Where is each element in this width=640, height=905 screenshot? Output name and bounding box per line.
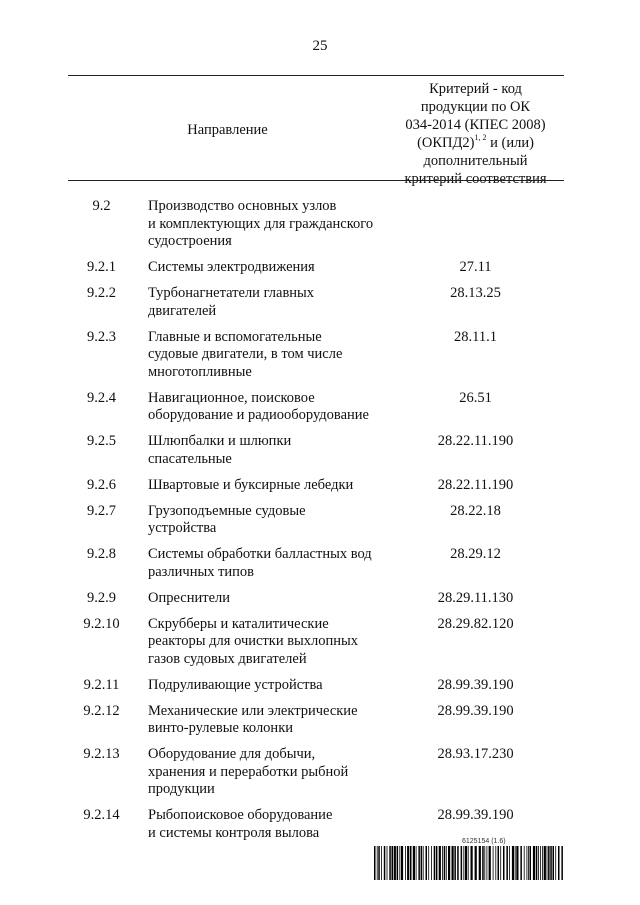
row-number: 9.2 [92,198,111,214]
row-number: 9.2.14 [83,807,120,823]
barcode-bar [428,846,429,880]
barcode-bar [484,846,485,880]
barcode-bar [423,846,424,880]
row-number: 9.2.5 [87,433,116,449]
barcode-bar [489,846,491,880]
row-direction-line: оборудование и радиооборудование [148,407,369,423]
barcode-bar [548,846,550,880]
row-direction-line: хранения и переработки рыбной [148,763,349,780]
row-direction-line: различных типов [148,563,255,580]
barcode-bar [524,846,525,880]
row-direction-line: Грузоподъемные судовые [148,502,306,519]
barcode-bar [512,846,514,880]
header-criterion-line [387,134,564,152]
row-direction-line: многотопливные [148,363,252,380]
row-direction-line: реакторы для очистки выхлопных [148,633,359,649]
barcode-bar [434,846,436,880]
barcode-bar [468,846,469,880]
header-criterion-line: продукции по ОК [420,99,531,115]
row-direction-line: Навигационное, поисковое [148,389,315,406]
barcode-bar [520,846,522,880]
row-direction [148,807,390,842]
row-code: 28.99.39.190 [437,676,514,693]
barcode-bar [426,846,428,880]
row-direction-line: винто-рулевые колонки [148,720,293,736]
row-number: 9.2.10 [83,615,120,632]
row-direction [148,433,390,468]
barcode-bar [544,846,546,880]
barcode-bar [503,846,505,880]
row-direction-line: устройства [148,520,217,536]
and-or-text: и (или) [486,135,534,151]
row-code: 28.22.11.190 [437,433,514,449]
barcode-bar [387,846,388,880]
barcode-bar [413,846,415,880]
barcode-bar [394,846,396,880]
barcode-bar [487,846,488,880]
row-code: 28.29.11.130 [437,589,514,606]
row-direction-line: газов судовых двигателей [148,650,307,667]
okpd2-label: (ОКПД2) [417,135,475,151]
row-direction-line: Системы электродвижения [148,259,315,275]
row-code: 28.13.25 [450,285,501,301]
row-direction-line: судовые двигатели, в том числе [148,346,343,362]
barcode-bar [416,846,417,880]
barcode-bar [536,846,538,880]
row-code: 28.93.17.230 [437,746,514,762]
row-number: 9.2.6 [87,476,116,493]
row-direction-line: Шлюпбалки и шлюпки [148,433,292,449]
header-bottom-rule [68,180,564,181]
row-direction-line: двигателей [148,302,217,319]
row-direction [148,329,390,382]
row-direction [148,259,390,277]
row-direction-line: и системы контроля вылова [148,824,320,841]
barcode-bar [399,846,400,880]
row-code: 28.29.12 [450,546,501,562]
header-top-rule [68,75,564,76]
barcode-bar [442,846,443,880]
barcode-bar [405,846,406,880]
barcode-bar [374,846,376,880]
barcode-bar [448,846,450,880]
page-number: 25 [312,38,328,54]
row-code: 28.99.39.190 [437,807,514,823]
barcode-bar [528,846,529,880]
row-direction-line: Главные и вспомогательные [148,328,322,345]
barcode-bar [542,846,543,880]
row-direction-line: Рыбопоисковое оборудование [148,807,333,823]
barcode-bar [498,846,500,880]
barcode-bar [436,846,438,880]
header-criterion-line: критерий соответствия [404,171,547,187]
row-number: 9.2.12 [83,702,120,719]
barcode-bar [479,846,481,880]
row-number: 9.2.4 [87,389,116,406]
row-direction-line: Механические или электрические [148,702,358,719]
barcode-bar [410,846,412,880]
footnote-ref: 1, 2 [474,133,487,142]
row-direction [148,590,390,608]
barcode-bar [401,846,403,880]
barcode-bar [421,846,423,880]
barcode-bar [527,846,528,880]
barcode-bar [493,846,494,880]
header-criterion-line: Критерий - код [429,81,522,97]
barcode-bar [500,846,501,880]
row-number: 9.2.13 [83,746,120,762]
barcode-bar [530,846,532,880]
header-criterion-line: 034-2014 (КПЕС 2008) [405,117,546,133]
row-direction [148,285,390,320]
barcode-bar [540,846,541,880]
barcode-bar [547,846,548,880]
row-direction [148,503,390,538]
row-direction [148,677,390,695]
barcode-bar [538,846,539,880]
barcode-bar [553,846,555,880]
row-direction-line: Скрубберы и каталитические [148,615,329,632]
barcode-bar [461,846,463,880]
header-direction-label: Направление [187,122,268,138]
barcode-bar [482,846,484,880]
barcode-bar [444,846,446,880]
row-code: 27.11 [459,259,492,275]
row-number: 9.2.11 [83,676,120,693]
row-direction-line: Подруливающие устройства [148,676,323,693]
row-direction [148,746,390,799]
row-number: 9.2.3 [87,328,116,345]
barcode-bar [533,846,535,880]
barcode-bar [516,846,518,880]
row-code: 28.22.11.190 [437,476,514,493]
row-number: 9.2.9 [87,589,116,606]
barcode-bar [452,846,454,880]
row-direction [148,198,390,251]
barcode-bar [465,846,467,880]
barcode-bar [463,846,464,880]
row-direction [148,703,390,738]
barcode-bar [471,846,473,880]
row-number: 9.2.2 [87,285,116,301]
barcode-bar [378,846,380,880]
row-number: 9.2.8 [87,546,116,562]
row-direction-line: судостроения [148,233,232,249]
barcode-bar [446,846,447,880]
row-direction-line: Системы обработки балластных вод [148,546,372,562]
row-direction-line: Турбонагнетатели главных [148,285,315,301]
barcode-bar [515,846,516,880]
barcode-image [374,846,564,880]
row-direction-line: спасательные [148,450,232,467]
row-number: 9.2.7 [87,502,116,519]
barcode-bar [407,846,409,880]
header-criterion-label [387,80,564,188]
row-direction-line: Швартовые и буксирные лебедки [148,476,354,493]
row-code: 28.29.82.120 [437,615,514,632]
barcode-bar [561,846,563,880]
barcode-bar [454,846,456,880]
row-code: 28.11.1 [454,328,497,345]
barcode-bar [381,846,382,880]
header-criterion-line: дополнительный [423,153,528,169]
barcode-bar [384,846,386,880]
barcode-bar [475,846,477,880]
barcode-bar [558,846,560,880]
barcode-bar [418,846,420,880]
row-direction [148,477,390,495]
barcode-bar [495,846,496,880]
barcode-label: 6125154 (1.6) [462,838,506,845]
row-direction-line: и комплектующих для гражданского [148,215,374,232]
row-code: 28.22.18 [450,502,501,519]
barcode-bar [550,846,552,880]
barcode-bar [555,846,556,880]
row-direction [148,616,390,669]
row-direction [148,390,390,425]
row-direction [148,546,390,581]
barcode-bar [506,846,508,880]
barcode-bar [377,846,378,880]
row-number: 9.2.1 [87,259,116,275]
row-direction-line: Оборудование для добычи, [148,746,316,762]
barcode-bar [397,846,399,880]
barcode-bar [389,846,391,880]
row-direction-line: Опреснители [148,589,231,606]
barcode-bar [392,846,394,880]
barcode-bar [431,846,432,880]
barcode-bar [509,846,510,880]
row-direction-line: продукции [148,781,215,797]
row-code: 26.51 [459,389,492,406]
barcode-bar [457,846,459,880]
row-code: 28.99.39.190 [437,702,514,719]
row-direction-line: Производство основных узлов [148,198,337,214]
barcode-bar [439,846,441,880]
